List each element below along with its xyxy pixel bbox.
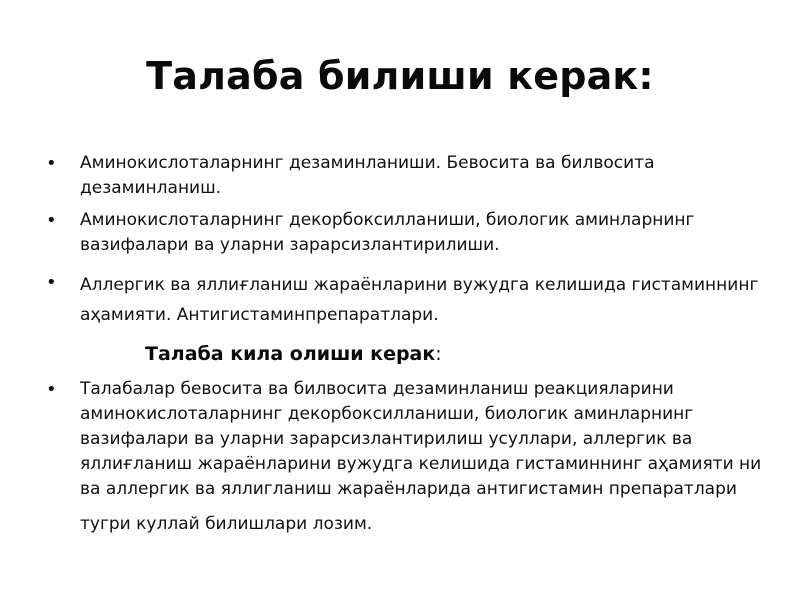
subheading-colon: : (435, 343, 442, 365)
bullet-icon: • (46, 272, 57, 293)
bullet-text-main: Талабалар бевосита ва билвосита дезаминланиш реакцияларини аминокислоталарнинг декорбоксилланиши, биологик аминларнинг вазифалари ва уларни зарарсизлантирилиш усуллари, аллергик ва яллиғланиш жараёнларини вужудга келишида гистаминнинг аҳамияти ни ва аллергик ва яллиглaниш жараёнларида антигистамин препаратлари (80, 379, 762, 499)
subheading-text: Талаба кила олиши керак (145, 343, 436, 365)
bullet-icon: • (46, 153, 57, 174)
bullet-text (80, 377, 770, 537)
bullet-text: Аминокислоталарнинг дезаминланиши. Бевосита ва билвосита дезаминланиш. (80, 153, 655, 198)
bullet-text-last-line: тугри куллай билишлари лозим. (80, 514, 373, 534)
slide-title: Талаба билиши керак: (146, 54, 654, 98)
bullet-text: Аллергик ва яллиғланиш жараёнларини вужудга келишида гистаминнинг аҳамияти. Антигистаминпрепаратлари. (80, 275, 759, 325)
bullet-icon: • (46, 210, 57, 231)
bullet-icon: • (46, 379, 57, 400)
subheading (145, 341, 442, 367)
bullet-text: Аминокислоталарнинг декорбоксилланиши, биологик аминларнинг вазифалари ва уларни зарарсизлантирилиши. (80, 210, 695, 255)
